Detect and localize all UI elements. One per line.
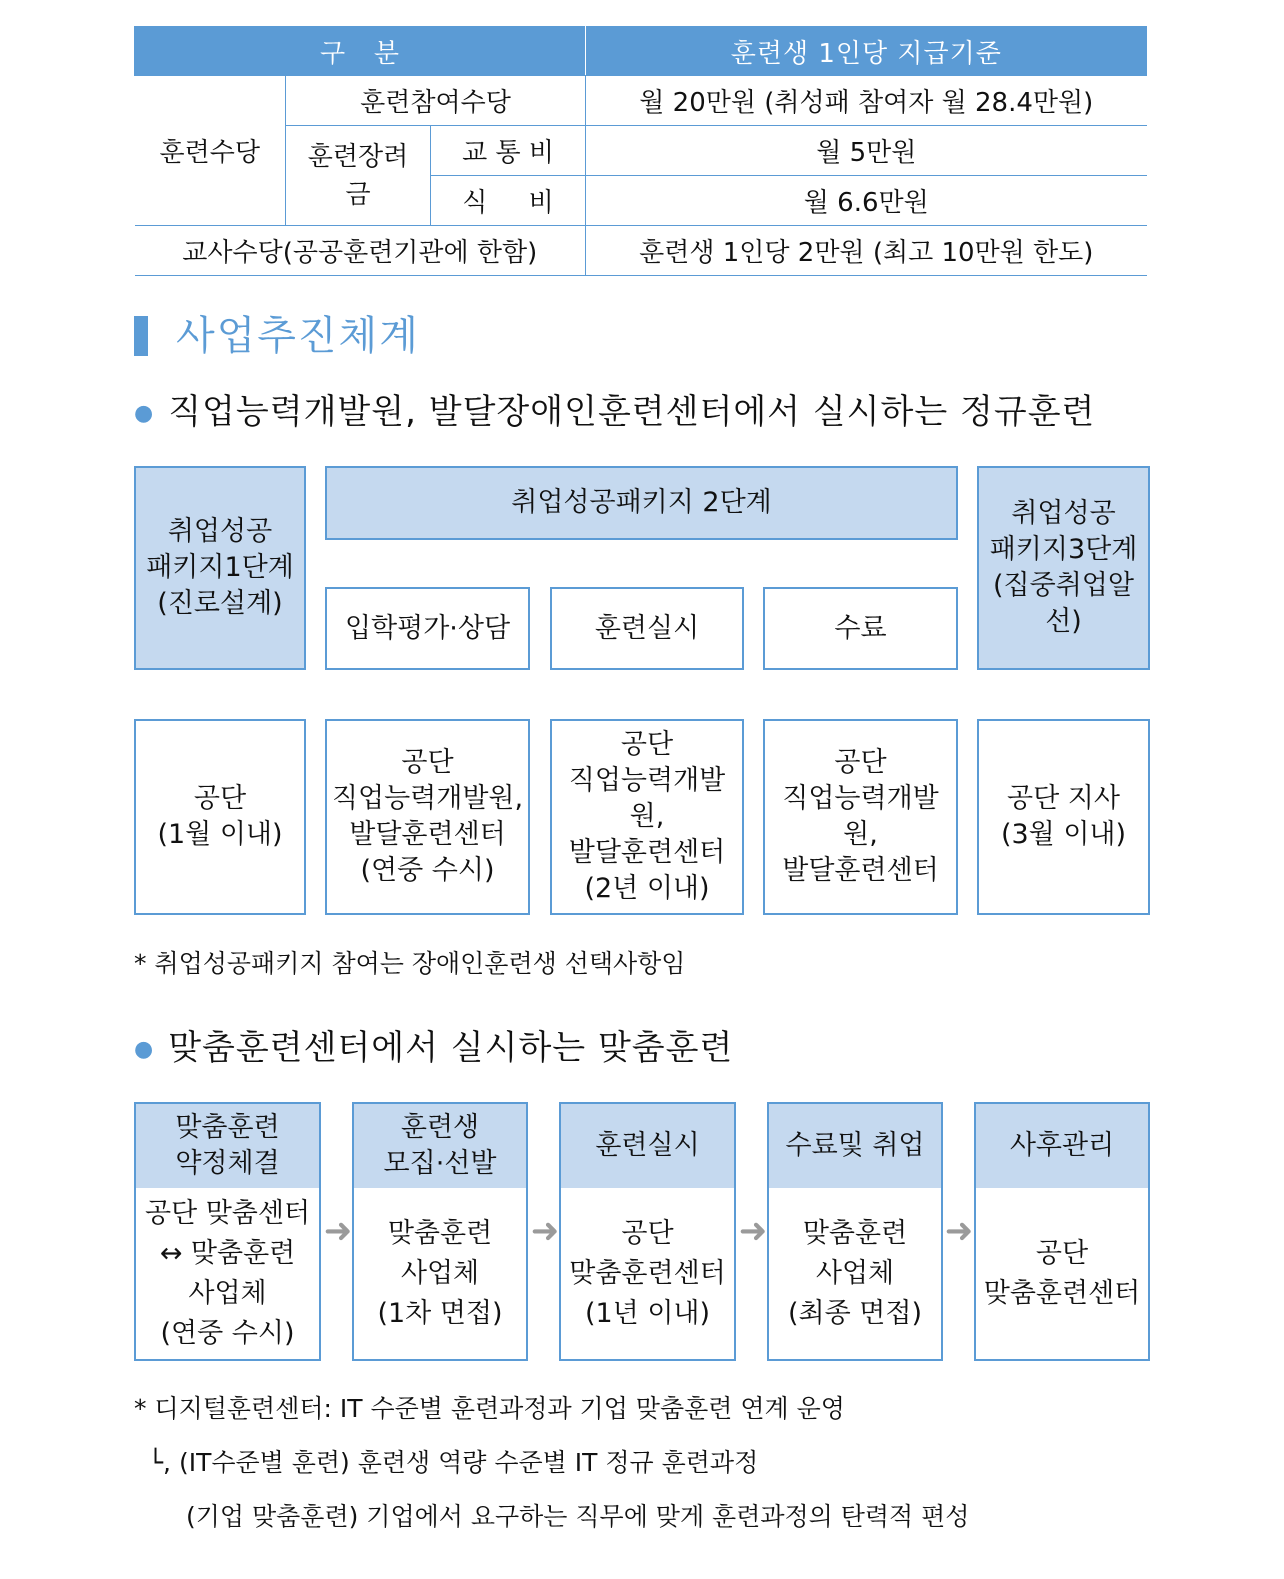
table-header-standard: 훈련생 1인당 지급기준 [586,27,1147,76]
digital-center-note: * 디지털훈련센터: IT 수준별 훈련과정과 기업 맞춤훈련 연계 운영 [134,1394,845,1423]
teacher-value: 훈련생 1인당 2만원 (최고 10만원 한도) [586,226,1147,276]
custom-step-followup [974,1102,1150,1361]
arrow-right-icon: ➜ [944,1211,974,1251]
custom-step-recruit [352,1102,528,1361]
stage3-box: 취업성공 패키지3단계 (집중취업알선) [977,466,1150,670]
detail-box-3: 공단 직업능력개발 원, 발달훈련센터 (2년 이내) [550,719,744,915]
arrow-right-icon: ➜ [530,1211,560,1251]
custom-step-title: 훈련실시 [561,1104,734,1188]
bullet-dot-icon: ● [134,1036,155,1062]
meal-label: 식 비 [431,176,586,226]
bullet-dot-icon: ● [134,400,155,426]
custom-training-heading [134,1026,733,1072]
participation-value: 월 20만원 (취성패 참여자 월 28.4만원) [586,76,1147,126]
custom-step-employment [767,1102,943,1361]
detail-box-1: 공단 (1월 이내) [134,719,306,915]
it-level-note: └, (IT수준별 훈련) 훈련생 역량 수준별 IT 정규 훈련과정 [148,1448,759,1477]
custom-step-agreement [134,1102,321,1361]
custom-step-title: 맞춤훈련 약정체결 [136,1104,319,1188]
arrow-right-icon: ➜ [323,1211,353,1251]
regular-note: * 취업성공패키지 참여는 장애인훈련생 선택사항임 [134,949,686,978]
incentive-label [286,126,431,226]
enterprise-custom-note: (기업 맞춤훈련) 기업에서 요구하는 직무에 맞게 훈련과정의 탄력적 편성 [186,1502,970,1531]
regular-training-heading-text: 직업능력개발원, 발달장애인훈련센터에서 실시하는 정규훈련 [168,392,1096,432]
custom-step-body: 공단 맞춤훈련센터 (1년 이내) [569,1217,726,1329]
detail-box-2: 공단 직업능력개발원, 발달훈련센터 (연중 수시) [325,719,530,915]
meal-value: 월 6.6만원 [586,176,1147,226]
table-header-category: 구 분 [135,27,586,76]
arrow-right-icon: ➜ [738,1211,768,1251]
custom-step-body: 맞춤훈련 사업체 (최종 면접) [788,1217,922,1329]
stage2-box: 취업성공패키지 2단계 [325,466,958,540]
custom-step-title: 훈련생 모집·선발 [354,1104,526,1188]
section-title: 사업추진체계 [176,313,420,359]
teacher-label: 교사수당(공공훈련기관에 한함) [135,226,586,276]
custom-step-training [559,1102,736,1361]
step-training-box: 훈련실시 [550,587,744,670]
custom-step-body: 공단 맞춤센터 ↔ 맞춤훈련 사업체 (연중 수시) [144,1197,311,1349]
custom-step-title: 수료및 취업 [769,1104,941,1188]
detail-box-5: 공단 지사 (3월 이내) [977,719,1150,915]
custom-training-heading-text: 맞춤훈련센터에서 실시하는 맞춤훈련 [168,1028,734,1068]
stage1-box: 취업성공 패키지1단계 (진로설계) [134,466,306,670]
step-admission-box: 입학평가·상담 [325,587,530,670]
step-complete-box: 수료 [763,587,958,670]
allowance-table [134,26,1147,276]
incentive-label-text: 훈련장려금 [307,141,409,210]
transport-label: 교 통 비 [431,126,586,176]
training-allowance-label: 훈련수당 [135,76,286,226]
custom-step-title: 사후관리 [976,1104,1148,1188]
section-title-bar [134,316,148,356]
custom-step-body: 맞춤훈련 사업체 (1차 면접) [377,1217,503,1329]
detail-box-4: 공단 직업능력개발 원, 발달훈련센터 [763,719,958,915]
participation-label: 훈련참여수당 [286,76,586,126]
custom-step-body: 공단 맞춤훈련센터 [983,1237,1141,1309]
regular-training-heading [134,390,1095,436]
transport-value: 월 5만원 [586,126,1147,176]
